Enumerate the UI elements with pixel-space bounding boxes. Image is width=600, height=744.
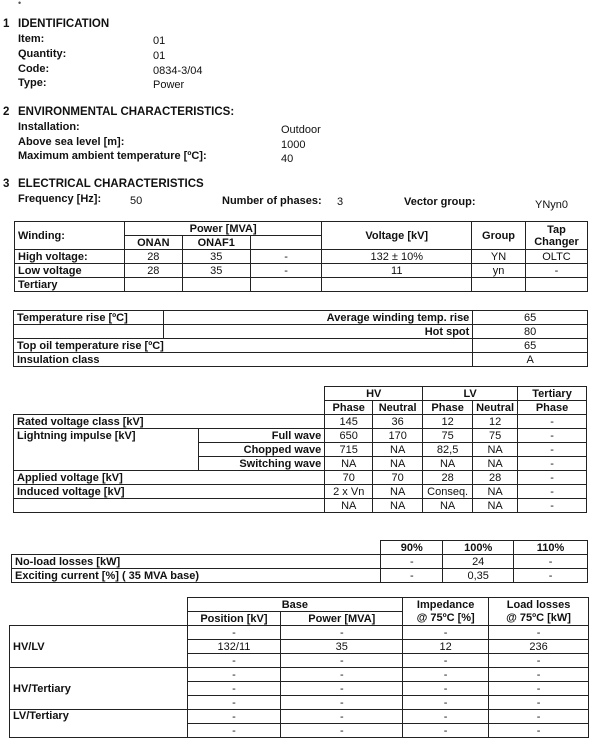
losses-corner [12,541,381,555]
load-losses-value: - [489,654,589,668]
sea-level-value: 1000 [281,139,306,151]
row-label: No-load losses [kW] [12,555,381,569]
table-row [12,555,588,569]
tertiary-phase: - [518,429,587,443]
table-row [12,569,588,583]
table-row [15,278,588,292]
tap-value: OLTC [526,250,588,264]
power-value: - [281,668,403,682]
top-fragment: • [18,0,22,8]
tertiary-phase: - [518,499,587,513]
group-label: HV/LV [10,626,188,668]
table-row [15,250,588,264]
table-row [14,415,587,429]
hv-phase: 715 [325,443,373,457]
row-sublabel: Chopped wave [198,443,325,457]
hv-phase-header: Phase [325,401,373,415]
group-header: Group [472,222,526,250]
voltage-value [322,278,472,292]
value-90: - [381,555,443,569]
section-2-number: 2 [3,106,10,118]
value-100: 0,35 [443,569,514,583]
temp-blank-cell [14,325,164,339]
lv-phase: 28 [423,471,473,485]
table-row [10,668,589,682]
table-row [14,443,587,457]
lv-phase: Conseq. [423,485,473,499]
ambient-temp-label: Maximum ambient temperature [ºC]: [18,150,207,162]
impedance-value: - [403,696,489,710]
lv-neutral: 75 [473,429,518,443]
load-losses-value: - [489,668,589,682]
group-label: HV/Tertiary [10,668,188,710]
lv-neutral: NA [473,443,518,457]
position-value: - [187,710,281,724]
row-label: Lightning impulse [kV] [14,429,199,443]
winding-name: High voltage: [15,250,125,264]
row-label [14,499,325,513]
hv-neutral-header: Neutral [373,401,423,415]
temp-rise-title: Temperature rise [ºC] [14,311,164,325]
extra-value: - [250,250,322,264]
table-row [15,264,588,278]
voltage-value: 11 [322,264,472,278]
section-2-title: ENVIRONMENTAL CHARACTERISTICS: [18,106,235,118]
onaf-value [182,278,250,292]
insulation-corner [14,387,325,415]
power-value: - [281,710,403,724]
hv-neutral: 170 [373,429,423,443]
hv-phase: 145 [325,415,373,429]
section-3-title: ELECTRICAL CHARACTERISTICS [18,178,204,190]
impedance-value: - [403,626,489,640]
tap-changer-header: Tap Changer [526,222,588,250]
section-1-title: IDENTIFICATION [18,18,110,30]
hot-spot-value: 80 [473,325,588,339]
group-value: YN [472,250,526,264]
lv-phase: 12 [423,415,473,429]
position-value: - [187,668,281,682]
row-label: Applied voltage [kV] [14,471,325,485]
section-3-number: 3 [3,178,10,190]
position-header: Position [kV] [187,612,281,626]
load-losses-unit-header: @ 75ºC [kW] [489,612,589,626]
tertiary-header: Tertiary [518,387,587,401]
position-value: 132/11 [187,640,281,654]
table-row [14,471,587,485]
hv-neutral: NA [373,499,423,513]
hv-neutral: NA [373,443,423,457]
row-label [14,443,199,457]
onaf-value: 35 [182,264,250,278]
winding-name: Tertiary [15,278,125,292]
table-row [10,710,589,724]
onan-value: 28 [124,264,182,278]
impedance-header: Impedance [403,598,489,612]
position-value: - [187,654,281,668]
load-losses-value: - [489,710,589,724]
load-losses-value: 236 [489,640,589,654]
hv-neutral: NA [373,457,423,471]
row-label: Exciting current [%] ( 35 MVA base) [12,569,381,583]
power-mva-header: Power [MVA] [281,612,403,626]
vector-group-value: YNyn0 [535,199,569,211]
load-losses-header: Load losses [489,598,589,612]
impedance-value: - [403,710,489,724]
table-row [14,499,587,513]
hv-header: HV [325,387,423,401]
value-110: - [514,555,588,569]
load-losses-value: - [489,724,589,738]
extra-value: - [250,264,322,278]
insulation-class-value: A [473,353,588,367]
row-sublabel: Switching wave [198,457,325,471]
ambient-temp-value: 40 [281,153,294,165]
lv-header: LV [423,387,518,401]
table-row [10,626,589,640]
position-value: - [187,724,281,738]
hot-spot-label: Hot spot [163,325,472,339]
item-label: Item: [18,33,45,45]
load-losses-value: - [489,626,589,640]
row-sublabel: Full wave [198,429,325,443]
row-label [14,457,199,471]
top-oil-label: Top oil temperature rise [ºC] [14,339,473,353]
item-value: 01 [153,35,166,47]
code-value: 0834-3/04 [153,65,203,77]
insulation-class-label: Insulation class [14,353,473,367]
group-value [472,278,526,292]
losses-table [11,540,588,583]
position-value: - [187,696,281,710]
avg-winding-label: Average winding temp. rise [163,311,472,325]
frequency-label: Frequency [Hz]: [18,193,102,205]
tertiary-phase: - [518,485,587,499]
installation-value: Outdoor [281,124,321,136]
hv-phase: 2 x Vn [325,485,373,499]
lv-neutral: NA [473,485,518,499]
code-label: Code: [18,63,50,75]
power-value: - [281,654,403,668]
power-extra-header [250,236,322,250]
phases-value: 3 [337,196,344,208]
lv-neutral: 12 [473,415,518,429]
position-value: - [187,682,281,696]
onaf-header: ONAF1 [182,236,250,250]
sea-level-label: Above sea level [m]: [18,136,125,148]
power-value: - [281,724,403,738]
onan-value [124,278,182,292]
impedance-value: 12 [403,640,489,654]
installation-label: Installation: [18,121,80,133]
lv-neutral-header: Neutral [473,401,518,415]
impedance-table [9,597,589,738]
position-value: - [187,626,281,640]
value-110: - [514,569,588,583]
hv-neutral: NA [373,485,423,499]
value-90: - [381,569,443,583]
hv-neutral: 70 [373,471,423,485]
section-1-number: 1 [3,18,10,30]
losses-90-header: 90% [381,541,443,555]
tertiary-phase: - [518,443,587,457]
impedance-value: - [403,668,489,682]
type-label: Type: [18,77,47,89]
group-value: yn [472,264,526,278]
top-oil-value: 65 [473,339,588,353]
impedance-value: - [403,682,489,696]
onan-header: ONAN [124,236,182,250]
power-value: 35 [281,640,403,654]
onaf-value: 35 [182,250,250,264]
base-header: Base [187,598,403,612]
voltage-header: Voltage [kV] [322,222,472,250]
table-row [14,457,587,471]
type-value: Power [153,79,185,91]
tertiary-phase-header: Phase [518,401,587,415]
group-label: LV/Tertiary [10,710,188,738]
hv-neutral: 36 [373,415,423,429]
voltage-value: 132 ± 10% [322,250,472,264]
frequency-value: 50 [130,195,143,207]
load-losses-value: - [489,682,589,696]
hv-phase: NA [325,457,373,471]
value-100: 24 [443,555,514,569]
insulation-table [13,386,587,513]
losses-100-header: 100% [443,541,514,555]
tap-value: - [526,264,588,278]
lv-neutral: NA [473,457,518,471]
winding-table [14,221,588,292]
vector-group-label: Vector group: [404,196,476,208]
extra-value [250,278,322,292]
lv-phase: 82,5 [423,443,473,457]
power-value: - [281,626,403,640]
impedance-value: - [403,724,489,738]
impedance-unit-header: @ 75ºC [%] [403,612,489,626]
power-value: - [281,682,403,696]
lv-phase-header: Phase [423,401,473,415]
quantity-label: Quantity: [18,48,67,60]
hv-phase: 650 [325,429,373,443]
row-label: Induced voltage [kV] [14,485,325,499]
power-header: Power [MVA] [124,222,322,236]
phases-label: Number of phases: [222,195,322,207]
hv-phase: 70 [325,471,373,485]
quantity-value: 01 [153,50,166,62]
losses-110-header: 110% [514,541,588,555]
onan-value: 28 [124,250,182,264]
table-row [14,485,587,499]
tap-value [526,278,588,292]
lv-phase: NA [423,457,473,471]
impedance-corner [10,598,188,626]
avg-winding-value: 65 [473,311,588,325]
tertiary-phase: - [518,415,587,429]
tertiary-phase: - [518,457,587,471]
temperature-table [13,310,588,367]
lv-neutral: NA [473,499,518,513]
lv-phase: 75 [423,429,473,443]
row-label: Rated voltage class [kV] [14,415,325,429]
power-value: - [281,696,403,710]
table-row [14,429,587,443]
winding-header: Winding: [15,222,125,250]
lv-phase: NA [423,499,473,513]
tertiary-phase: - [518,471,587,485]
load-losses-value: - [489,696,589,710]
lv-neutral: 28 [473,471,518,485]
winding-name: Low voltage [15,264,125,278]
impedance-value: - [403,654,489,668]
hv-phase: NA [325,499,373,513]
